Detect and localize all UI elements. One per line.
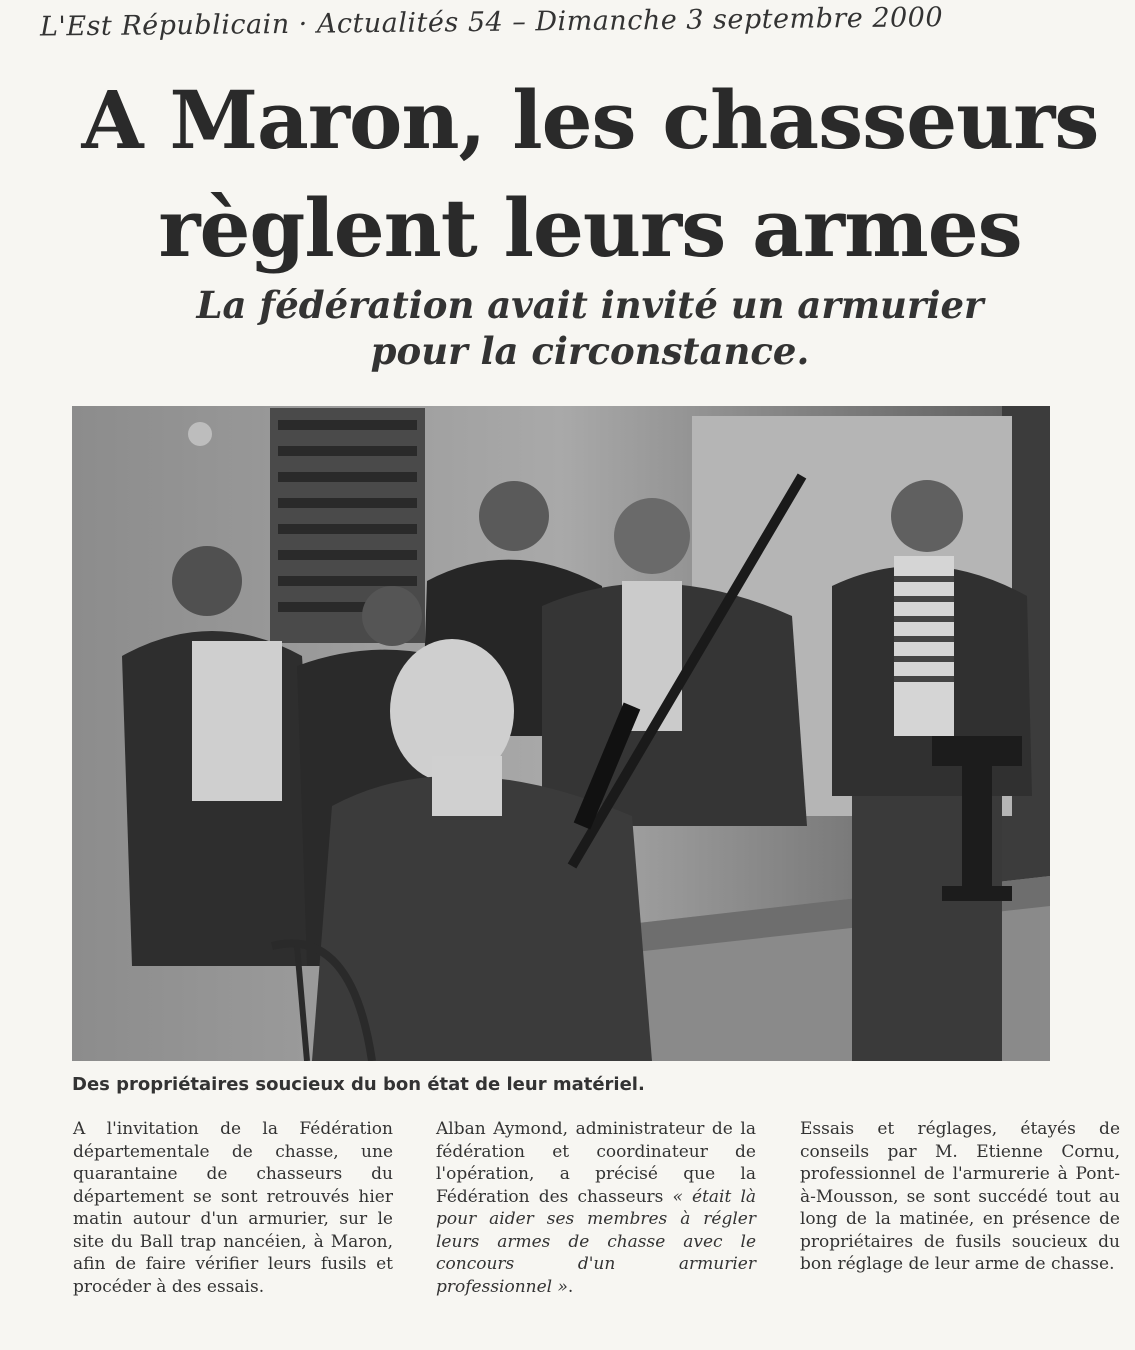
- article-column-2: [436, 1118, 756, 1298]
- headline-line-2: règlent leurs armes: [158, 181, 1022, 275]
- subheadline-line-1: La fédération avait invité un armurier: [196, 283, 984, 327]
- column-2-quote: « était là pour aider ses membres à régler leurs armes de chasse avec le concours d'un armurier professionnel »: [436, 1186, 757, 1297]
- article-column-1: A l'invitation de la Fédération départementale de chasse, une quarantaine de chasseurs du département se sont retrouvés hier matin autour d'un armurier, sur le site du Ball trap nancéien, à Maron, afin de faire vérifier leurs fusils et procéder à des essais.: [73, 1119, 393, 1297]
- headline: [60, 66, 1120, 282]
- column-2-text-b: .: [567, 1276, 574, 1297]
- handwritten-source-note: L'Est Républicain · Actualités 54 – Dimanche 3 septembre 2000: [39, 2, 944, 43]
- subheadline-line-2: pour la circonstance.: [370, 329, 810, 373]
- article-column-3: Essais et réglages, étayés de conseils par M. Etienne Cornu, professionnel de l'armurerie à Pont-à-Mousson, se sont succédé tout au long de la matinée, en présence de propriétaires de fusils soucieux du bon réglage de leur arme de chasse.: [800, 1119, 1120, 1274]
- photo-caption: Des propriétaires soucieux du bon état de leur matériel.: [72, 1074, 645, 1095]
- subheadline: [110, 282, 1070, 374]
- headline-line-1: A Maron, les chasseurs: [81, 73, 1099, 167]
- column-2-text-a: Alban Aymond, administrateur de la fédération et coordinateur de l'opération, a précisé que la Fédération des chasseurs: [436, 1119, 756, 1207]
- photo-illustration: [72, 406, 1050, 1061]
- news-photo: [72, 406, 1050, 1061]
